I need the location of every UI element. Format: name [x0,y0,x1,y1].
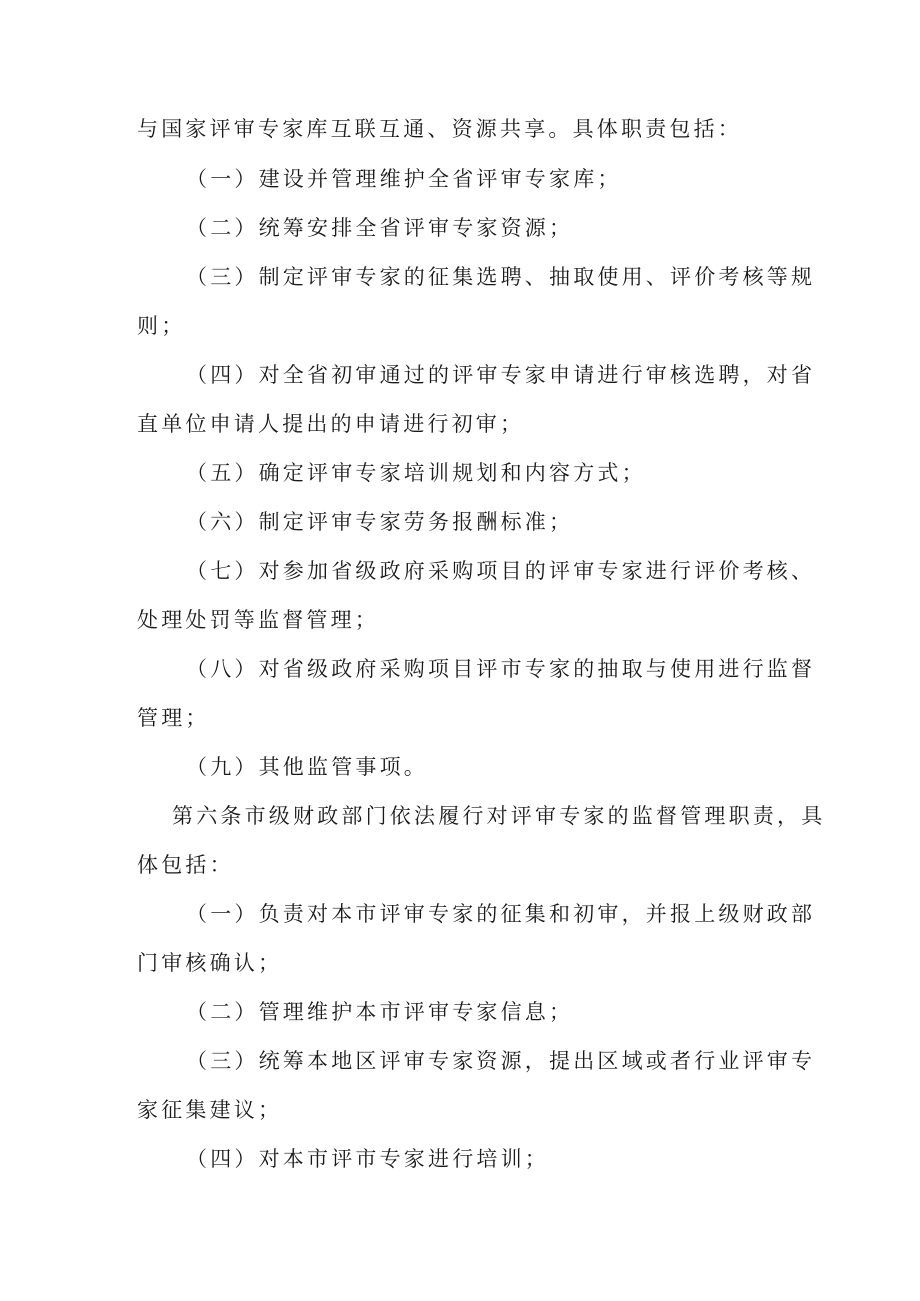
text-line-13: 管理； [137,706,210,730]
text-line-14: （九）其他监管事项。 [186,755,428,779]
text-line-1: 与国家评审专家库互联互通、资源共享。具体职责包括： [137,117,742,141]
text-line-8: （五）确定评审专家培训规划和内容方式； [186,461,646,485]
text-line-10: （七）对参加省级政府采购项目的评审专家进行评价考核、 [186,559,816,583]
text-line-6: （四）对全省初审通过的评审专家申请进行审核选聘，对省 [186,363,816,387]
text-line-9: （六）制定评审专家劳务报酬标准； [186,510,574,534]
text-line-18: 门审核确认； [137,951,283,975]
text-line-21: 家征集建议； [137,1098,283,1122]
text-line-19: （二）管理维护本市评审专家信息； [186,1000,574,1024]
text-line-22: （四）对本市评市专家进行培训； [186,1147,549,1171]
text-line-17: （一）负责对本市评审专家的征集和初审，并报上级财政部 [186,902,816,926]
text-line-4: （三）制定评审专家的征集选聘、抽取使用、评价考核等规 [186,265,816,289]
text-line-11: 处理处罚等监督管理； [137,608,379,632]
text-line-2: （一）建设并管理维护全省评审专家库； [186,167,622,191]
text-line-16: 体包括： [137,853,234,877]
text-line-20: （三）统筹本地区评审专家资源，提出区域或者行业评审专 [186,1049,816,1073]
text-line-12: （八）对省级政府采购项目评市专家的抽取与使用进行监督 [186,657,816,681]
text-line-15: 第六条市级财政部门依法履行对评审专家的监督管理职责，具 [172,804,826,828]
text-line-3: （二）统筹安排全省评审专家资源； [186,216,574,240]
text-line-5: 则； [137,314,186,338]
text-line-7: 直单位申请人提出的申请进行初审； [137,412,525,436]
